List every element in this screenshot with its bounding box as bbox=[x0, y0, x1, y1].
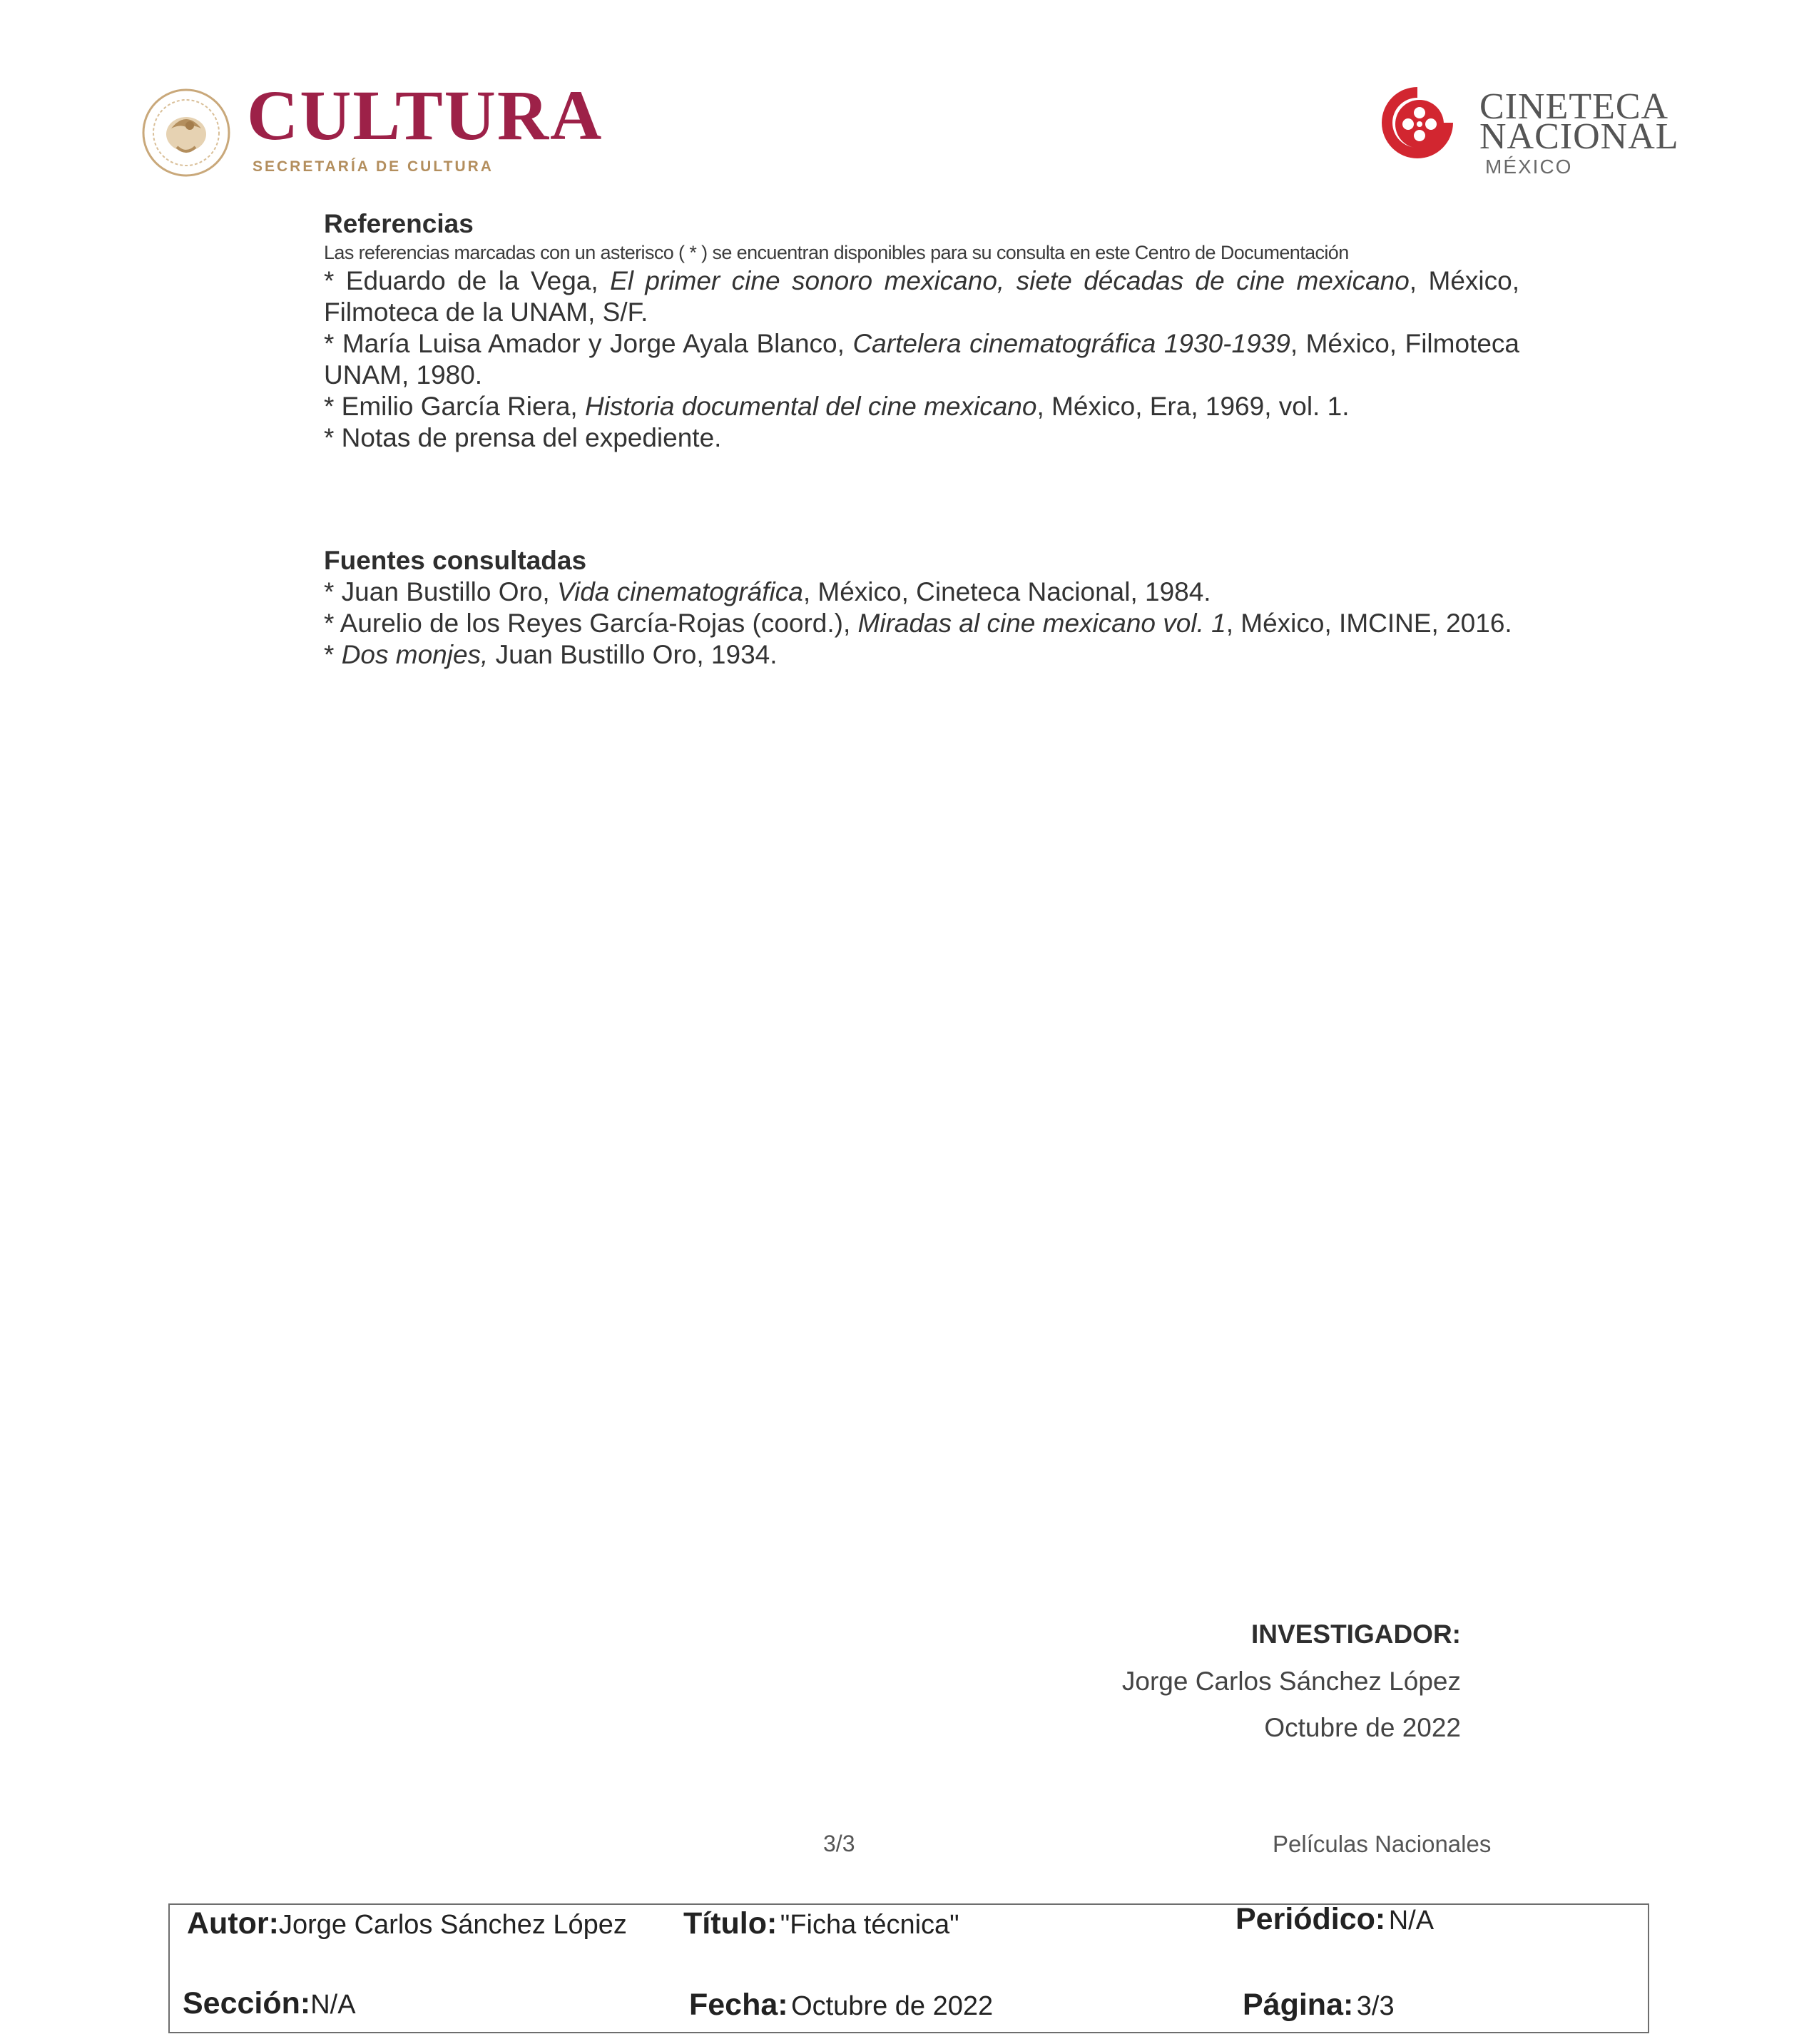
footer-section-name: Películas Nacionales bbox=[1273, 1831, 1492, 1857]
reference-item: * Emilio García Riera, Historia documental del cine mexicano, México, Era, 1969, vol. 1. bbox=[324, 392, 1350, 421]
periodico-label: Periódico: bbox=[1235, 1902, 1386, 1936]
cultura-logo-title: CULTURA bbox=[247, 76, 603, 155]
source-item: * Dos monjes, Juan Bustillo Oro, 1934. bbox=[324, 640, 778, 669]
source-item: * Juan Bustillo Oro, Vida cinematográfica, México, Cineteca Nacional, 1984. bbox=[324, 577, 1211, 606]
titulo-field bbox=[683, 1906, 959, 1941]
reference-item: * Eduardo de la Vega, El primer cine sonoro mexicano, siete décadas de cine mexicano, México, Filmoteca de la UNAM, S/F. bbox=[324, 266, 1519, 327]
referencias-section bbox=[324, 208, 1519, 454]
fuentes-heading: Fuentes consultadas bbox=[324, 546, 587, 575]
reference-item: * María Luisa Amador y Jorge Ayala Blanco, Cartelera cinematográfica 1930-1939, México, Filmoteca UNAM, 1980. bbox=[324, 329, 1519, 390]
titulo-value: "Ficha técnica" bbox=[780, 1910, 959, 1940]
referencias-heading: Referencias bbox=[324, 209, 474, 238]
investigator-label: INVESTIGADOR: bbox=[1251, 1620, 1461, 1649]
pagina-field bbox=[1243, 1988, 1395, 2023]
seccion-field bbox=[183, 1986, 356, 2021]
seccion-label: Sección: bbox=[183, 1986, 311, 2020]
autor-label: Autor: bbox=[187, 1906, 279, 1941]
seccion-value: N/A bbox=[310, 1990, 356, 2020]
investigator-date: Octubre de 2022 bbox=[1264, 1713, 1461, 1742]
reference-item: * Notas de prensa del expediente. bbox=[324, 423, 722, 452]
autor-field bbox=[187, 1906, 627, 1941]
pagina-value: 3/3 bbox=[1356, 1991, 1395, 2021]
cineteca-logo-line2: NACIONAL bbox=[1479, 116, 1679, 157]
periodico-field bbox=[1235, 1902, 1434, 1937]
referencias-note: Las referencias marcadas con un asterisco ( * ) se encuentran disponibles para su consulta en este Centro de Documentación bbox=[324, 242, 1349, 263]
periodico-value: N/A bbox=[1388, 1906, 1435, 1936]
titulo-label: Título: bbox=[683, 1906, 778, 1941]
cultura-logo-subtitle: SECRETARÍA DE CULTURA bbox=[253, 158, 494, 175]
page-number: 3/3 bbox=[823, 1831, 855, 1856]
fuentes-section bbox=[324, 545, 1519, 671]
pagina-label: Página: bbox=[1243, 1988, 1354, 2022]
source-item: * Aurelio de los Reyes García-Rojas (coord.), Miradas al cine mexicano vol. 1, México, IMCINE, 2016. bbox=[324, 609, 1512, 638]
fecha-label: Fecha: bbox=[689, 1988, 788, 2022]
fecha-field bbox=[689, 1988, 993, 2023]
autor-value: Jorge Carlos Sánchez López bbox=[278, 1910, 627, 1940]
cineteca-logo-line3: MÉXICO bbox=[1485, 156, 1573, 178]
cineteca-logo-line1: CINETECA bbox=[1479, 86, 1669, 127]
investigator-name: Jorge Carlos Sánchez López bbox=[1121, 1667, 1461, 1696]
coat-of-arms-seal-icon bbox=[140, 84, 233, 181]
fecha-value: Octubre de 2022 bbox=[791, 1991, 994, 2021]
film-reel-icon bbox=[1377, 83, 1458, 161]
